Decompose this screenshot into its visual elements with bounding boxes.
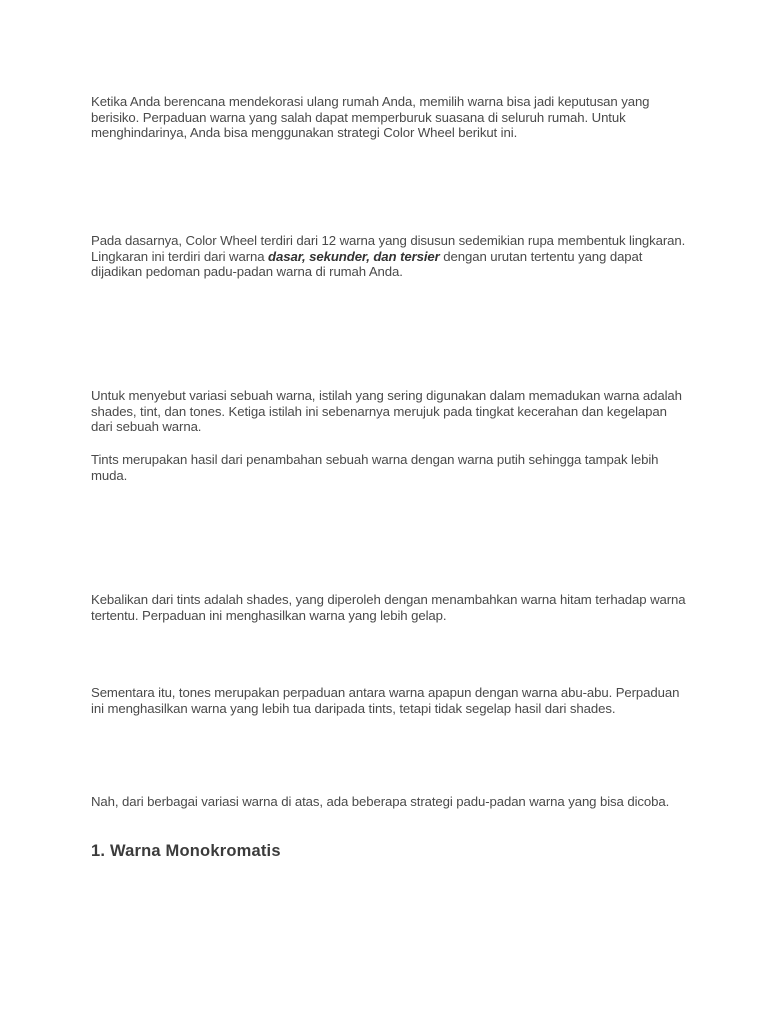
strategy-intro-paragraph: Nah, dari berbagai variasi warna di atas, ada beberapa strategi padu-padan warna yang bisa dicoba. <box>91 794 670 809</box>
shades-paragraph: Kebalikan dari tints adalah shades, yang diperoleh dengan menambahkan warna hitam terhadap warna tertentu. Perpaduan ini menghasilkan warna yang lebih gelap. <box>91 592 686 623</box>
intro-paragraph: Ketika Anda berencana mendekorasi ulang rumah Anda, memilih warna bisa jadi keputusan yang berisiko. Perpaduan warna yang salah dapat memperburuk suasana di seluruh rumah. Untuk menghindarinya, Anda bisa menggunakan strategi Color Wheel berikut ini. <box>91 94 650 141</box>
tones-paragraph: Sementara itu, tones merupakan perpaduan antara warna apapun dengan warna abu-abu. Perpaduan ini menghasilkan warna yang lebih tua daripada tints, tetapi tidak segelap hasil dari shades. <box>91 685 680 716</box>
color-wheel-text-before: Pada dasarnya, Color Wheel terdiri dari 12 warna yang disusun sedemikian rupa membentuk lingkaran. Lingkaran ini terdiri dari warna <box>91 233 686 264</box>
tints-paragraph: Tints merupakan hasil dari penambahan sebuah warna dengan warna putih sehingga tampak lebih muda. <box>91 452 659 483</box>
color-wheel-text-after: dengan urutan tertentu yang dapat dijadikan pedoman padu-padan warna di rumah Anda. <box>91 248 643 280</box>
color-wheel-paragraph <box>91 233 691 280</box>
color-types-emphasis: dasar, sekunder, dan tersier <box>268 248 440 264</box>
section-heading-monochromatic: 1. Warna Monokromatis <box>91 842 281 860</box>
color-variation-paragraph: Untuk menyebut variasi sebuah warna, istilah yang sering digunakan dalam memadukan warna adalah shades, tint, dan tones. Ketiga istilah ini sebenarnya merujuk pada tingkat kecerahan dan kegelapan dari sebuah warna. <box>91 388 682 435</box>
